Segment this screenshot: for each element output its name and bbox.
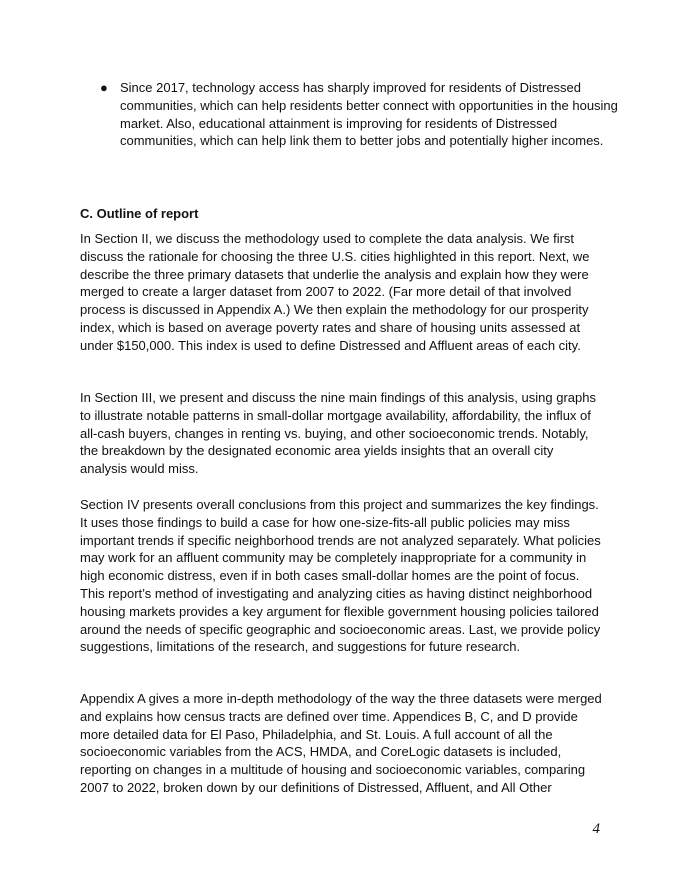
paragraph-section-ii: In Section II, we discuss the methodology used to complete the data analysis. We first discuss the rationale for choosing the three U.S. cities highlighted in this report. Next, we describe the three primary datasets that underlie the analysis and explain how they were merged to create a larger dataset from 2007 to 2022. (Far more detail of that involved process is discussed in Appendix A.) We then explain the methodology for our prosperity index, which is based on average poverty rates and share of housing units assessed at under $150,000. This index is used to define Distressed and Affluent areas of each city. [80,231,590,353]
section-heading: C. Outline of report [80,206,199,221]
bullet-text: Since 2017, technology access has sharply improved for residents of Distressed communities, which can help residents better connect with opportunities in the housing market. Also, educational attainment is improving for residents of Distressed communities, which can help link them to better jobs and potentially higher incomes. [120,80,618,149]
page-number: 4 [592,821,600,837]
paragraph-appendix-a: Appendix A gives a more in-depth methodology of the way the three datasets were merged and explains how census tracts are defined over time. Appendices B, C, and D provide more detailed data for El Paso, Philadelphia, and St. Louis. A full account of all the socioeconomic variables from the ACS, HMDA, and CoreLogic datasets is included, reporting on changes in a multitude of housing and socioeconomic variables, comparing 2007 to 2022, broken down by our definitions of Distressed, Affluent, and All Other [80,691,602,795]
paragraph-section-iii: In Section III, we present and discuss the nine main findings of this analysis, using graphs to illustrate notable patterns in small-dollar mortgage availability, affordability, the influx of all-cash buyers, changes in renting vs. buying, and other socioeconomic trends. Notably, the breakdown by the designated economic area yields insights that an overall city analysis would miss. [80,390,596,477]
bullet-marker: ● [100,80,108,95]
paragraph-section-iv: Section IV presents overall conclusions from this project and summarizes the key findings. It uses those findings to build a case for how one-size-fits-all public policies may miss important trends if specific neighborhood trends are not analyzed separately. What policies may work for an affluent community may be completely inappropriate for a community in high economic distress, even if in both cases small-dollar homes are the point of focus. This report’s method of investigating and analyzing cities as having distinct neighborhood housing markets provides a key argument for flexible government housing policies tailored around the needs of specific geographic and socioeconomic areas. Last, we provide policy suggestions, limitations of the research, and suggestions for future research. [80,497,601,655]
